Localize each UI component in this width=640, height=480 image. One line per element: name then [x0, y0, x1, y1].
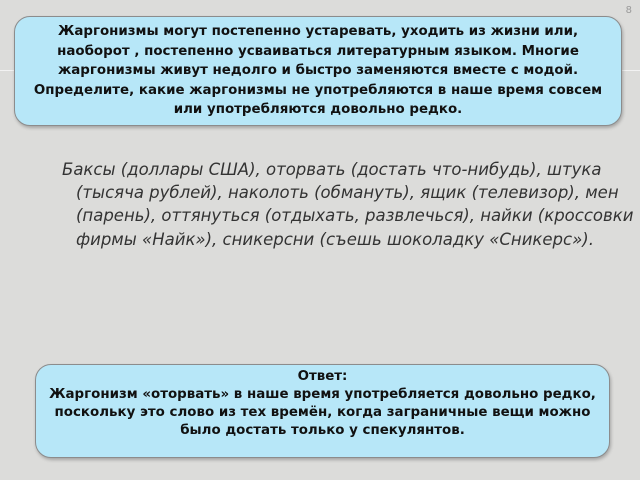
page-number: 8 [625, 5, 632, 16]
answer-text: Жаргонизм «оторвать» в наше время употребляется довольно редко, поскольку это слово из тех времён, когда заграничные вещи можно было достать только у спекулянтов. [49, 387, 596, 438]
question-box [14, 16, 622, 126]
examples-text: Баксы (доллары США), оторвать (достать что-нибудь), штука (тысяча рублей), наколоть (обмануть), ящик (телевизор), мен (парень), оттянуться (отдыхать, развлечься), найки (кроссовки фирмы «Найк»), сникерсни (съешь шоколадку «Сникерс»). [62, 160, 634, 249]
answer-box [35, 364, 610, 458]
question-text: Жаргонизмы могут постепенно устаревать, уходить из жизни или, наоборот , постепенно усваиваться литературным языком. Многие жаргонизмы живут недолго и быстро заменяются вместе с модой. Определите, какие жаргонизмы не употребляются в наше время совсем или употребляются довольно редко. [33, 24, 603, 117]
answer-heading: Ответ: [297, 369, 348, 384]
